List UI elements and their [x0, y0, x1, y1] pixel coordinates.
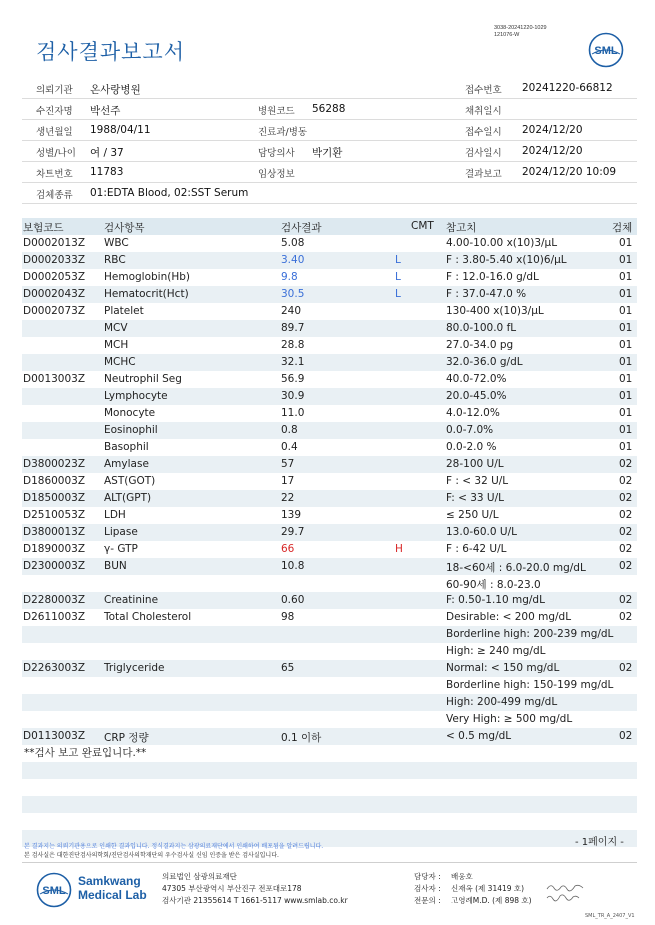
result-code: D2611003Z — [23, 611, 86, 623]
result-value: 0.1 이하 — [281, 732, 322, 744]
result-code: D3800023Z — [23, 458, 86, 470]
result-reference: 18-<60세 : 6.0-20.0 mg/dL — [446, 562, 586, 574]
result-specimen: 01 — [619, 288, 633, 300]
result-name: MCHC — [104, 356, 136, 368]
result-value: 240 — [281, 305, 302, 317]
test-date-value: 2024/12/20 — [522, 145, 583, 157]
report-title: 검사결과보고서 — [36, 40, 186, 64]
result-value: 0.4 — [281, 441, 298, 453]
result-name: MCH — [104, 339, 129, 351]
org-name: 의료법인 삼광의료재단 — [162, 872, 237, 881]
result-reference: F : 37.0-47.0 % — [446, 288, 527, 300]
results-header — [22, 218, 637, 235]
info-row-4 — [22, 141, 637, 162]
results-table — [22, 218, 637, 745]
results-rows — [22, 235, 637, 745]
brand-name-line1: Samkwang — [78, 874, 141, 888]
result-code: D2510053Z — [23, 509, 86, 521]
doctor-value: 박기환 — [312, 147, 343, 159]
table-row — [22, 626, 637, 643]
result-specimen: 02 — [619, 509, 633, 521]
result-value: 22 — [281, 492, 295, 504]
table-row — [22, 388, 637, 405]
sex-age-label: 성별/나이 — [36, 148, 76, 159]
result-name: Total Cholesterol — [104, 611, 192, 623]
result-specimen: 01 — [619, 254, 633, 266]
info-row-6 — [22, 183, 637, 204]
table-row — [22, 235, 637, 252]
page-number: - 1페이지 - — [575, 837, 624, 848]
table-row — [22, 405, 637, 422]
result-specimen: 01 — [619, 441, 633, 453]
table-row — [22, 422, 637, 439]
table-row — [22, 320, 637, 337]
result-reference: Very High: ≥ 500 mg/dL — [446, 713, 573, 725]
header-result: 검사결과 — [281, 222, 322, 234]
result-value: 5.08 — [281, 237, 305, 249]
result-specimen: 02 — [619, 458, 633, 470]
result-code: D0002033Z — [23, 254, 86, 266]
result-value: 9.8 — [281, 271, 298, 283]
footer-divider — [22, 862, 637, 863]
result-reference: Desirable: < 200 mg/dL — [446, 611, 572, 623]
staff-value-1: 배웅호 — [451, 872, 473, 881]
form-code: SML_TR_A_2407_V1 — [585, 913, 635, 919]
brand-name-line2: Medical Lab — [78, 888, 147, 902]
hospital-value: 온사랑병원 — [90, 84, 141, 96]
result-value: 30.9 — [281, 390, 305, 402]
chart-no-value: 11783 — [90, 166, 124, 178]
table-row — [22, 490, 637, 507]
clinical-label: 임상정보 — [258, 169, 295, 180]
result-value: 30.5 — [281, 288, 305, 300]
result-reference: 80.0-100.0 fL — [446, 322, 517, 334]
sml-logo-text: SML — [594, 45, 618, 57]
result-reference: F : 12.0-16.0 g/dL — [446, 271, 539, 283]
table-row — [22, 354, 637, 371]
birth-label: 생년월일 — [36, 127, 73, 138]
result-reference: 0.0-2.0 % — [446, 441, 497, 453]
result-name: Triglyceride — [104, 662, 165, 674]
result-reference: Borderline high: 200-239 mg/dL — [446, 628, 614, 640]
result-specimen: 01 — [619, 424, 633, 436]
result-reference: 60-90세 : 8.0-23.0 — [446, 579, 541, 591]
result-specimen: 02 — [619, 543, 633, 555]
staff-label-1: 담당자 : — [414, 872, 441, 881]
receipt-no-label: 접수번호 — [465, 85, 502, 96]
result-reference: F: < 33 U/L — [446, 492, 505, 504]
collect-date-label: 채취일시 — [465, 106, 502, 117]
result-name: WBC — [104, 237, 129, 249]
result-specimen: 01 — [619, 407, 633, 419]
result-value: 57 — [281, 458, 295, 470]
result-reference: 13.0-60.0 U/L — [446, 526, 517, 538]
table-row — [22, 558, 637, 575]
specimen-value: 01:EDTA Blood, 02:SST Serum — [90, 187, 249, 199]
result-value: 28.8 — [281, 339, 305, 351]
table-row — [22, 303, 637, 320]
table-row — [22, 507, 637, 524]
result-name: ALT(GPT) — [104, 492, 152, 504]
info-row-5 — [22, 162, 637, 183]
staff-value-3: 고영례M.D. (제 898 호) — [451, 896, 532, 905]
hospital-code-label: 병원코드 — [258, 106, 295, 117]
result-reference: Normal: < 150 mg/dL — [446, 662, 560, 674]
table-row — [22, 728, 637, 745]
result-value: 0.60 — [281, 594, 305, 606]
info-row-3 — [22, 120, 637, 141]
result-code: D1860003Z — [23, 475, 86, 487]
result-name: BUN — [104, 560, 127, 572]
result-reference: < 0.5 mg/dL — [446, 730, 512, 742]
result-flag: L — [395, 254, 401, 266]
receipt-no-value: 20241220-66812 — [522, 82, 613, 94]
result-code: D0002013Z — [23, 237, 86, 249]
result-reference: 27.0-34.0 pg — [446, 339, 514, 351]
table-row — [22, 252, 637, 269]
result-specimen: 01 — [619, 339, 633, 351]
report-date-label: 결과보고 — [465, 169, 502, 180]
result-code: D0013003Z — [23, 373, 86, 385]
name-label: 수진자명 — [36, 106, 73, 117]
result-reference: 130-400 x(10)3/μL — [446, 305, 544, 317]
result-specimen: 01 — [619, 305, 633, 317]
sml-footer-logo-icon — [36, 872, 72, 908]
result-value: 65 — [281, 662, 295, 674]
result-name: Hematocrit(Hct) — [104, 288, 189, 300]
result-code: D0002043Z — [23, 288, 86, 300]
result-name: Creatinine — [104, 594, 159, 606]
table-row — [22, 711, 637, 728]
test-date-label: 검사일시 — [465, 148, 502, 159]
result-reference: F : < 32 U/L — [446, 475, 509, 487]
result-flag: L — [395, 271, 401, 283]
result-name: γ- GTP — [104, 543, 138, 555]
result-name: RBC — [104, 254, 126, 266]
result-specimen: 01 — [619, 373, 633, 385]
empty-band — [22, 762, 637, 779]
result-reference: 20.0-45.0% — [446, 390, 507, 402]
result-value: 66 — [281, 543, 295, 555]
table-row — [22, 456, 637, 473]
result-specimen: 01 — [619, 322, 633, 334]
header-spec: 검체 — [612, 222, 633, 234]
result-name: Eosinophil — [104, 424, 158, 436]
receive-date-value: 2024/12/20 — [522, 124, 583, 136]
result-code: D3800013Z — [23, 526, 86, 538]
table-row — [22, 677, 637, 694]
result-value: 29.7 — [281, 526, 305, 538]
result-reference: F: 0.50-1.10 mg/dL — [446, 594, 545, 606]
result-reference: High: ≥ 240 mg/dL — [446, 645, 546, 657]
table-row — [22, 269, 637, 286]
result-specimen: 02 — [619, 730, 633, 742]
table-row — [22, 643, 637, 660]
result-reference: F : 3.80-5.40 x(10)6/μL — [446, 254, 567, 266]
table-row — [22, 439, 637, 456]
result-specimen: 02 — [619, 611, 633, 623]
result-reference: 28-100 U/L — [446, 458, 504, 470]
result-reference: F : 6-42 U/L — [446, 543, 507, 555]
result-name: Lipase — [104, 526, 138, 538]
table-row — [22, 609, 637, 626]
birth-value: 1988/04/11 — [90, 124, 151, 136]
result-specimen: 01 — [619, 356, 633, 368]
hospital-label: 의뢰기관 — [36, 85, 73, 96]
fine-print-1: 본 결과지는 의뢰기관용으로 인쇄한 결과입니다. 정식결과지는 삼광의료재단에서 인쇄하여 배포됨을 알려드립니다. — [24, 843, 324, 850]
result-specimen: 02 — [619, 594, 633, 606]
result-value: 11.0 — [281, 407, 305, 419]
result-reference: 4.0-12.0% — [446, 407, 500, 419]
header-ref: 참고치 — [446, 222, 477, 234]
result-code: D2263003Z — [23, 662, 86, 674]
signature-icon — [545, 892, 581, 902]
result-code: D1890003Z — [23, 543, 86, 555]
result-value: 0.8 — [281, 424, 298, 436]
result-name: Amylase — [104, 458, 149, 470]
result-reference: ≤ 250 U/L — [446, 509, 499, 521]
staff-label-3: 전문의 : — [414, 896, 441, 905]
result-value: 3.40 — [281, 254, 305, 266]
table-row — [22, 337, 637, 354]
fine-print-2: 본 검사실은 대한진단검사의학회/진단검사의학재단의 우수검사실 신임 인증을 받은 검사실입니다. — [24, 852, 279, 859]
result-specimen: 01 — [619, 271, 633, 283]
info-row-1 — [22, 78, 637, 99]
result-name: AST(GOT) — [104, 475, 156, 487]
result-name: LDH — [104, 509, 126, 521]
result-specimen: 02 — [619, 662, 633, 674]
result-name: Hemoglobin(Hb) — [104, 271, 191, 283]
result-specimen: 01 — [619, 390, 633, 402]
result-specimen: 01 — [619, 237, 633, 249]
result-reference: 4.00-10.00 x(10)3/μL — [446, 237, 558, 249]
result-name: MCV — [104, 322, 128, 334]
empty-band — [22, 796, 637, 813]
table-row — [22, 694, 637, 711]
table-row — [22, 660, 637, 677]
result-code: D0002073Z — [23, 305, 86, 317]
table-row — [22, 473, 637, 490]
result-value: 98 — [281, 611, 295, 623]
staff-label-2: 검사자 : — [414, 884, 441, 893]
result-value: 17 — [281, 475, 295, 487]
table-row — [22, 575, 637, 592]
header-code: 보험코드 — [23, 222, 64, 234]
report-complete-note: **검사 보고 완료입니다.** — [24, 747, 147, 759]
table-row — [22, 541, 637, 558]
result-value: 32.1 — [281, 356, 305, 368]
signature-icon — [545, 882, 585, 892]
sml-logo-icon — [588, 32, 624, 68]
document-id — [494, 25, 547, 39]
result-reference: 32.0-36.0 g/dL — [446, 356, 523, 368]
result-code: D2300003Z — [23, 560, 86, 572]
result-specimen: 02 — [619, 475, 633, 487]
report-date-value: 2024/12/20 10:09 — [522, 166, 617, 178]
staff-value-2: 신재옥 (제 31419 호) — [451, 884, 525, 893]
table-row — [22, 592, 637, 609]
result-code: D1850003Z — [23, 492, 86, 504]
result-name: CRP 정량 — [104, 732, 149, 744]
doctor-label: 담당의사 — [258, 148, 295, 159]
result-specimen: 02 — [619, 492, 633, 504]
receive-date-label: 접수일시 — [465, 127, 502, 138]
patient-info — [22, 78, 637, 204]
result-code: D0113003Z — [23, 730, 86, 742]
chart-no-label: 차트번호 — [36, 169, 73, 180]
dept-label: 진료과/병동 — [258, 127, 308, 138]
info-row-2 — [22, 99, 637, 120]
header-name: 검사항목 — [104, 222, 145, 234]
sml-footer-logo-text: SML — [42, 885, 66, 897]
result-code: D2280003Z — [23, 594, 86, 606]
result-specimen: 02 — [619, 560, 633, 572]
result-value: 89.7 — [281, 322, 305, 334]
result-code: D0002053Z — [23, 271, 86, 283]
org-contact: 검사기관 21355614 T 1661-5117 www.smlab.co.kr — [162, 896, 348, 905]
result-flag: H — [395, 543, 403, 555]
org-address: 47305 부산광역시 부산진구 전포대로178 — [162, 884, 302, 893]
document-id-line1: 3038-20241220-1029 — [494, 25, 547, 31]
result-flag: L — [395, 288, 401, 300]
sex-age-value: 여 / 37 — [90, 147, 124, 159]
result-reference: 0.0-7.0% — [446, 424, 494, 436]
result-value: 56.9 — [281, 373, 305, 385]
table-row — [22, 371, 637, 388]
name-value: 박선주 — [90, 105, 121, 117]
header-cmt: CMT — [411, 220, 434, 232]
result-name: Neutrophil Seg — [104, 373, 182, 385]
result-name: Lymphocyte — [104, 390, 168, 402]
result-value: 139 — [281, 509, 302, 521]
result-value: 10.8 — [281, 560, 305, 572]
result-specimen: 02 — [619, 526, 633, 538]
result-name: Platelet — [104, 305, 144, 317]
result-reference: 40.0-72.0% — [446, 373, 507, 385]
result-reference: High: 200-499 mg/dL — [446, 696, 558, 708]
hospital-code-value: 56288 — [312, 103, 346, 115]
result-reference: Borderline high: 150-199 mg/dL — [446, 679, 614, 691]
document-id-line2: 121076-W — [494, 32, 520, 38]
result-name: Basophil — [104, 441, 149, 453]
result-name: Monocyte — [104, 407, 156, 419]
specimen-label: 검체종류 — [36, 190, 73, 201]
table-row — [22, 286, 637, 303]
table-row — [22, 524, 637, 541]
